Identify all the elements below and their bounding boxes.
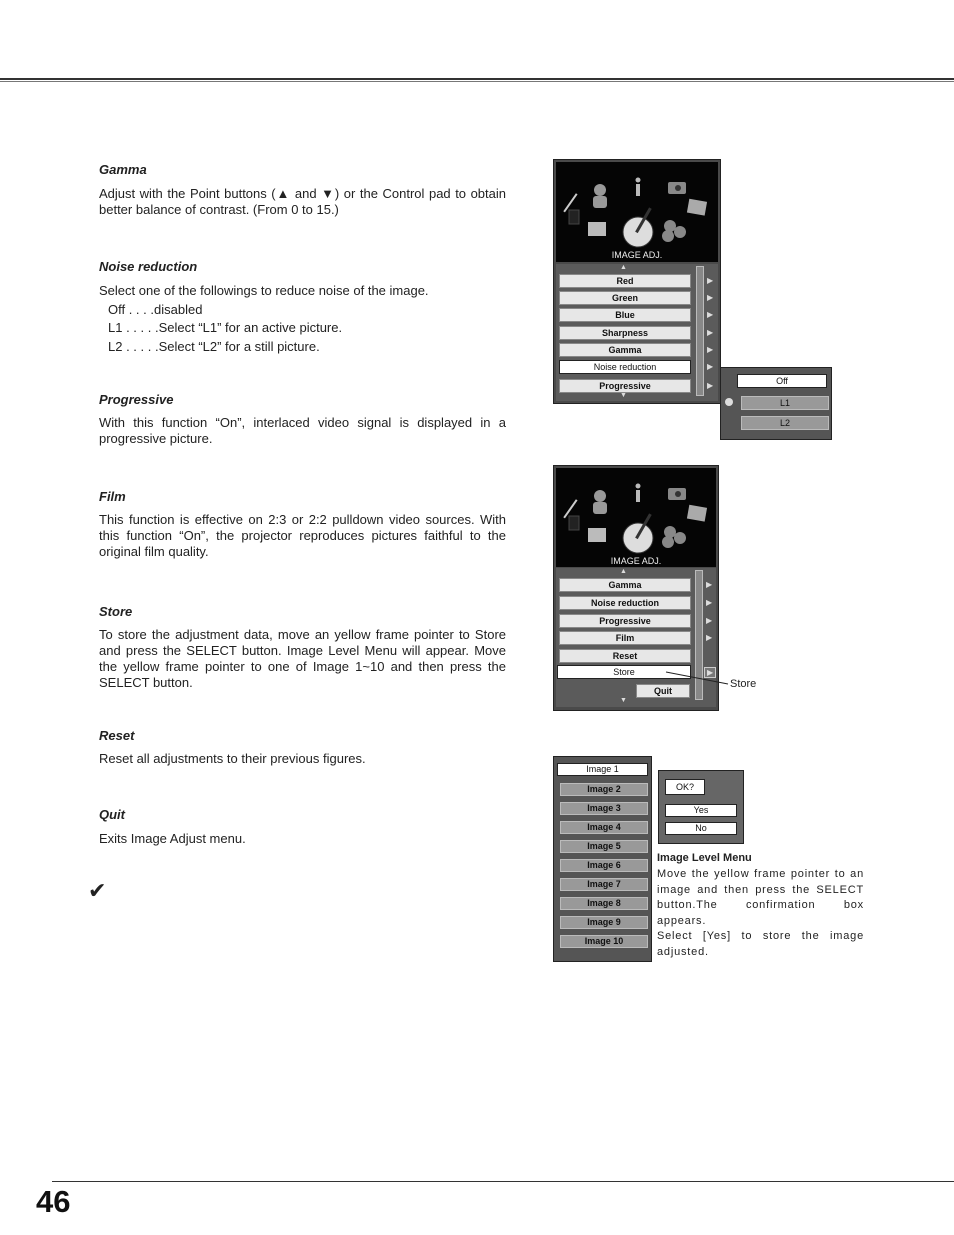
image-level-item-1[interactable]: Image 1 bbox=[557, 763, 648, 776]
menu-2-store-arrow-icon: ▶ bbox=[704, 667, 716, 678]
menu-1-scroll-up-icon[interactable]: ▲ bbox=[620, 264, 627, 271]
menu-icons-illustration bbox=[556, 468, 716, 567]
caption-line-1: Move the yellow frame pointer to an image and then press the SELECT button.The confirmation box appears. bbox=[657, 868, 864, 927]
noise-option-off: Off . . . .disabled bbox=[108, 301, 203, 317]
menu-1-item-gamma[interactable]: Gamma bbox=[559, 343, 691, 357]
menu-1-item-progressive[interactable]: Progressive bbox=[559, 379, 691, 393]
menu-2-item-quit[interactable]: Quit bbox=[636, 684, 690, 698]
menu-2-scroll-up-icon[interactable]: ▲ bbox=[620, 568, 627, 575]
menu-2-item-store[interactable]: Store bbox=[557, 665, 691, 679]
person-icon bbox=[593, 490, 607, 514]
page-number: 46 bbox=[36, 1184, 71, 1219]
image-level-item-5[interactable]: Image 5 bbox=[560, 840, 648, 853]
image-level-caption-title: Image Level Menu bbox=[657, 852, 752, 864]
store-body: To store the adjustment data, move an yellow frame pointer to Store and press the SELECT button. Image Level Menu will appear. Move the yellow frame pointer to one of Image 1~10 and then press the SELECT button. bbox=[99, 627, 506, 690]
menu-2-arrow-icon: ▶ bbox=[706, 616, 713, 625]
menu-1-scroll-down-icon[interactable]: ▼ bbox=[620, 392, 627, 399]
image-level-caption-body bbox=[657, 867, 864, 960]
confirm-no-button[interactable]: No bbox=[665, 822, 737, 835]
monitor-icon bbox=[687, 199, 707, 216]
menu-2-arrow-icon: ▶ bbox=[706, 598, 713, 607]
tool-icon bbox=[563, 193, 579, 224]
noise-reduction-submenu bbox=[720, 367, 832, 440]
progressive-title: Progressive bbox=[99, 392, 174, 407]
image-level-item-3[interactable]: Image 3 bbox=[560, 802, 648, 815]
menu-2-scroll-down-icon[interactable]: ▼ bbox=[620, 697, 627, 704]
noise-option-l2-item[interactable]: L2 bbox=[741, 416, 829, 430]
gamma-body: Adjust with the Point buttons (▲ and ▼) or the Control pad to obtain better balance of contrast. (From 0 to 15.) bbox=[99, 186, 506, 217]
menu-1-arrow-icon: ▶ bbox=[707, 345, 714, 354]
menu-1-item-noise-reduction[interactable]: Noise reduction bbox=[559, 360, 691, 374]
menu-2-item-reset[interactable]: Reset bbox=[559, 649, 691, 663]
confirmation-box bbox=[658, 770, 744, 844]
menu-1-arrow-icon: ▶ bbox=[707, 276, 714, 285]
balls-icon bbox=[662, 220, 686, 242]
film-body: This function is effective on 2:3 or 2:2 pulldown video sources. With this function “On”, the projector reproduces pictures faithful to the original film quality. bbox=[99, 512, 506, 559]
noise-option-off-item[interactable]: Off bbox=[737, 374, 827, 388]
menu-2-header: IMAGE ADJ. bbox=[610, 556, 662, 566]
menu-2-item-gamma[interactable]: Gamma bbox=[559, 578, 691, 592]
store-callout-label: Store bbox=[730, 678, 757, 690]
image-icon bbox=[588, 528, 606, 542]
confirm-title: OK? bbox=[665, 779, 705, 795]
image-level-item-6[interactable]: Image 6 bbox=[560, 859, 648, 872]
menu-1-arrow-icon: ▶ bbox=[707, 362, 714, 371]
quit-title: Quit bbox=[99, 807, 125, 822]
image-level-menu bbox=[553, 756, 652, 962]
menu-1-item-red[interactable]: Red bbox=[559, 274, 691, 288]
progressive-body: With this function “On”, interlaced video signal is displayed in a progressive picture. bbox=[99, 415, 506, 446]
image-icon bbox=[588, 222, 606, 236]
noise-reduction-title: Noise reduction bbox=[99, 259, 198, 274]
image-adj-menu-1 bbox=[553, 159, 721, 404]
store-title: Store bbox=[99, 604, 133, 619]
noise-intro: Select one of the followings to reduce noise of the image. bbox=[99, 283, 429, 298]
reset-title: Reset bbox=[99, 728, 135, 743]
bottom-rule bbox=[52, 1181, 954, 1182]
menu-1-item-sharpness[interactable]: Sharpness bbox=[559, 326, 691, 340]
top-rule bbox=[0, 78, 954, 80]
noise-reduction-body bbox=[99, 282, 506, 356]
person-icon bbox=[593, 184, 607, 208]
menu-2-arrow-icon: ▶ bbox=[706, 633, 713, 642]
noise-option-l1-item[interactable]: L1 bbox=[741, 396, 829, 410]
monitor-icon bbox=[687, 505, 707, 522]
menu-1-arrow-icon: ▶ bbox=[707, 328, 714, 337]
menu-1-item-green[interactable]: Green bbox=[559, 291, 691, 305]
menu-1-arrow-icon: ▶ bbox=[707, 310, 714, 319]
menu-1-arrow-icon: ▶ bbox=[707, 293, 714, 302]
image-level-item-8[interactable]: Image 8 bbox=[560, 897, 648, 910]
confirm-yes-button[interactable]: Yes bbox=[665, 804, 737, 817]
radio-indicator-icon bbox=[725, 398, 733, 406]
image-adj-icon bbox=[623, 513, 653, 553]
info-icon bbox=[636, 484, 641, 503]
caption-line-2: Select [Yes] to store the image adjusted. bbox=[657, 930, 864, 958]
image-level-item-4[interactable]: Image 4 bbox=[560, 821, 648, 834]
balls-icon bbox=[662, 526, 686, 548]
menu-2-item-noise-reduction[interactable]: Noise reduction bbox=[559, 596, 691, 610]
noise-option-l2: L2 . . . . .Select “L2” for a still picture. bbox=[108, 338, 320, 354]
noise-option-l1: L1 . . . . .Select “L1” for an active picture. bbox=[108, 320, 343, 335]
tool-icon bbox=[563, 499, 579, 530]
gamma-title: Gamma bbox=[99, 162, 147, 177]
menu-1-arrow-icon: ▶ bbox=[707, 381, 714, 390]
quit-body: Exits Image Adjust menu. bbox=[99, 831, 246, 846]
image-adj-icon bbox=[623, 207, 653, 247]
menu-1-scrollbar[interactable] bbox=[696, 266, 704, 396]
info-icon bbox=[636, 178, 641, 197]
image-level-item-2[interactable]: Image 2 bbox=[560, 783, 648, 796]
image-level-item-9[interactable]: Image 9 bbox=[560, 916, 648, 929]
menu-1-icon-bar bbox=[556, 162, 718, 262]
camera-icon bbox=[668, 488, 686, 500]
store-callout-line bbox=[660, 668, 740, 688]
menu-1-item-blue[interactable]: Blue bbox=[559, 308, 691, 322]
camera-icon bbox=[668, 182, 686, 194]
menu-2-item-film[interactable]: Film bbox=[559, 631, 691, 645]
reset-body: Reset all adjustments to their previous figures. bbox=[99, 751, 366, 766]
menu-icons-illustration bbox=[556, 162, 718, 262]
check-mark-icon: ✔ bbox=[88, 878, 107, 903]
menu-1-header: IMAGE ADJ. bbox=[611, 250, 663, 260]
menu-2-icon-bar bbox=[556, 468, 716, 567]
menu-2-item-progressive[interactable]: Progressive bbox=[559, 614, 691, 628]
image-level-item-7[interactable]: Image 7 bbox=[560, 878, 648, 891]
menu-1-list bbox=[556, 264, 718, 401]
image-level-item-10[interactable]: Image 10 bbox=[560, 935, 648, 948]
top-rule-thin bbox=[0, 81, 954, 82]
menu-2-arrow-icon: ▶ bbox=[706, 580, 713, 589]
film-title: Film bbox=[99, 489, 126, 504]
